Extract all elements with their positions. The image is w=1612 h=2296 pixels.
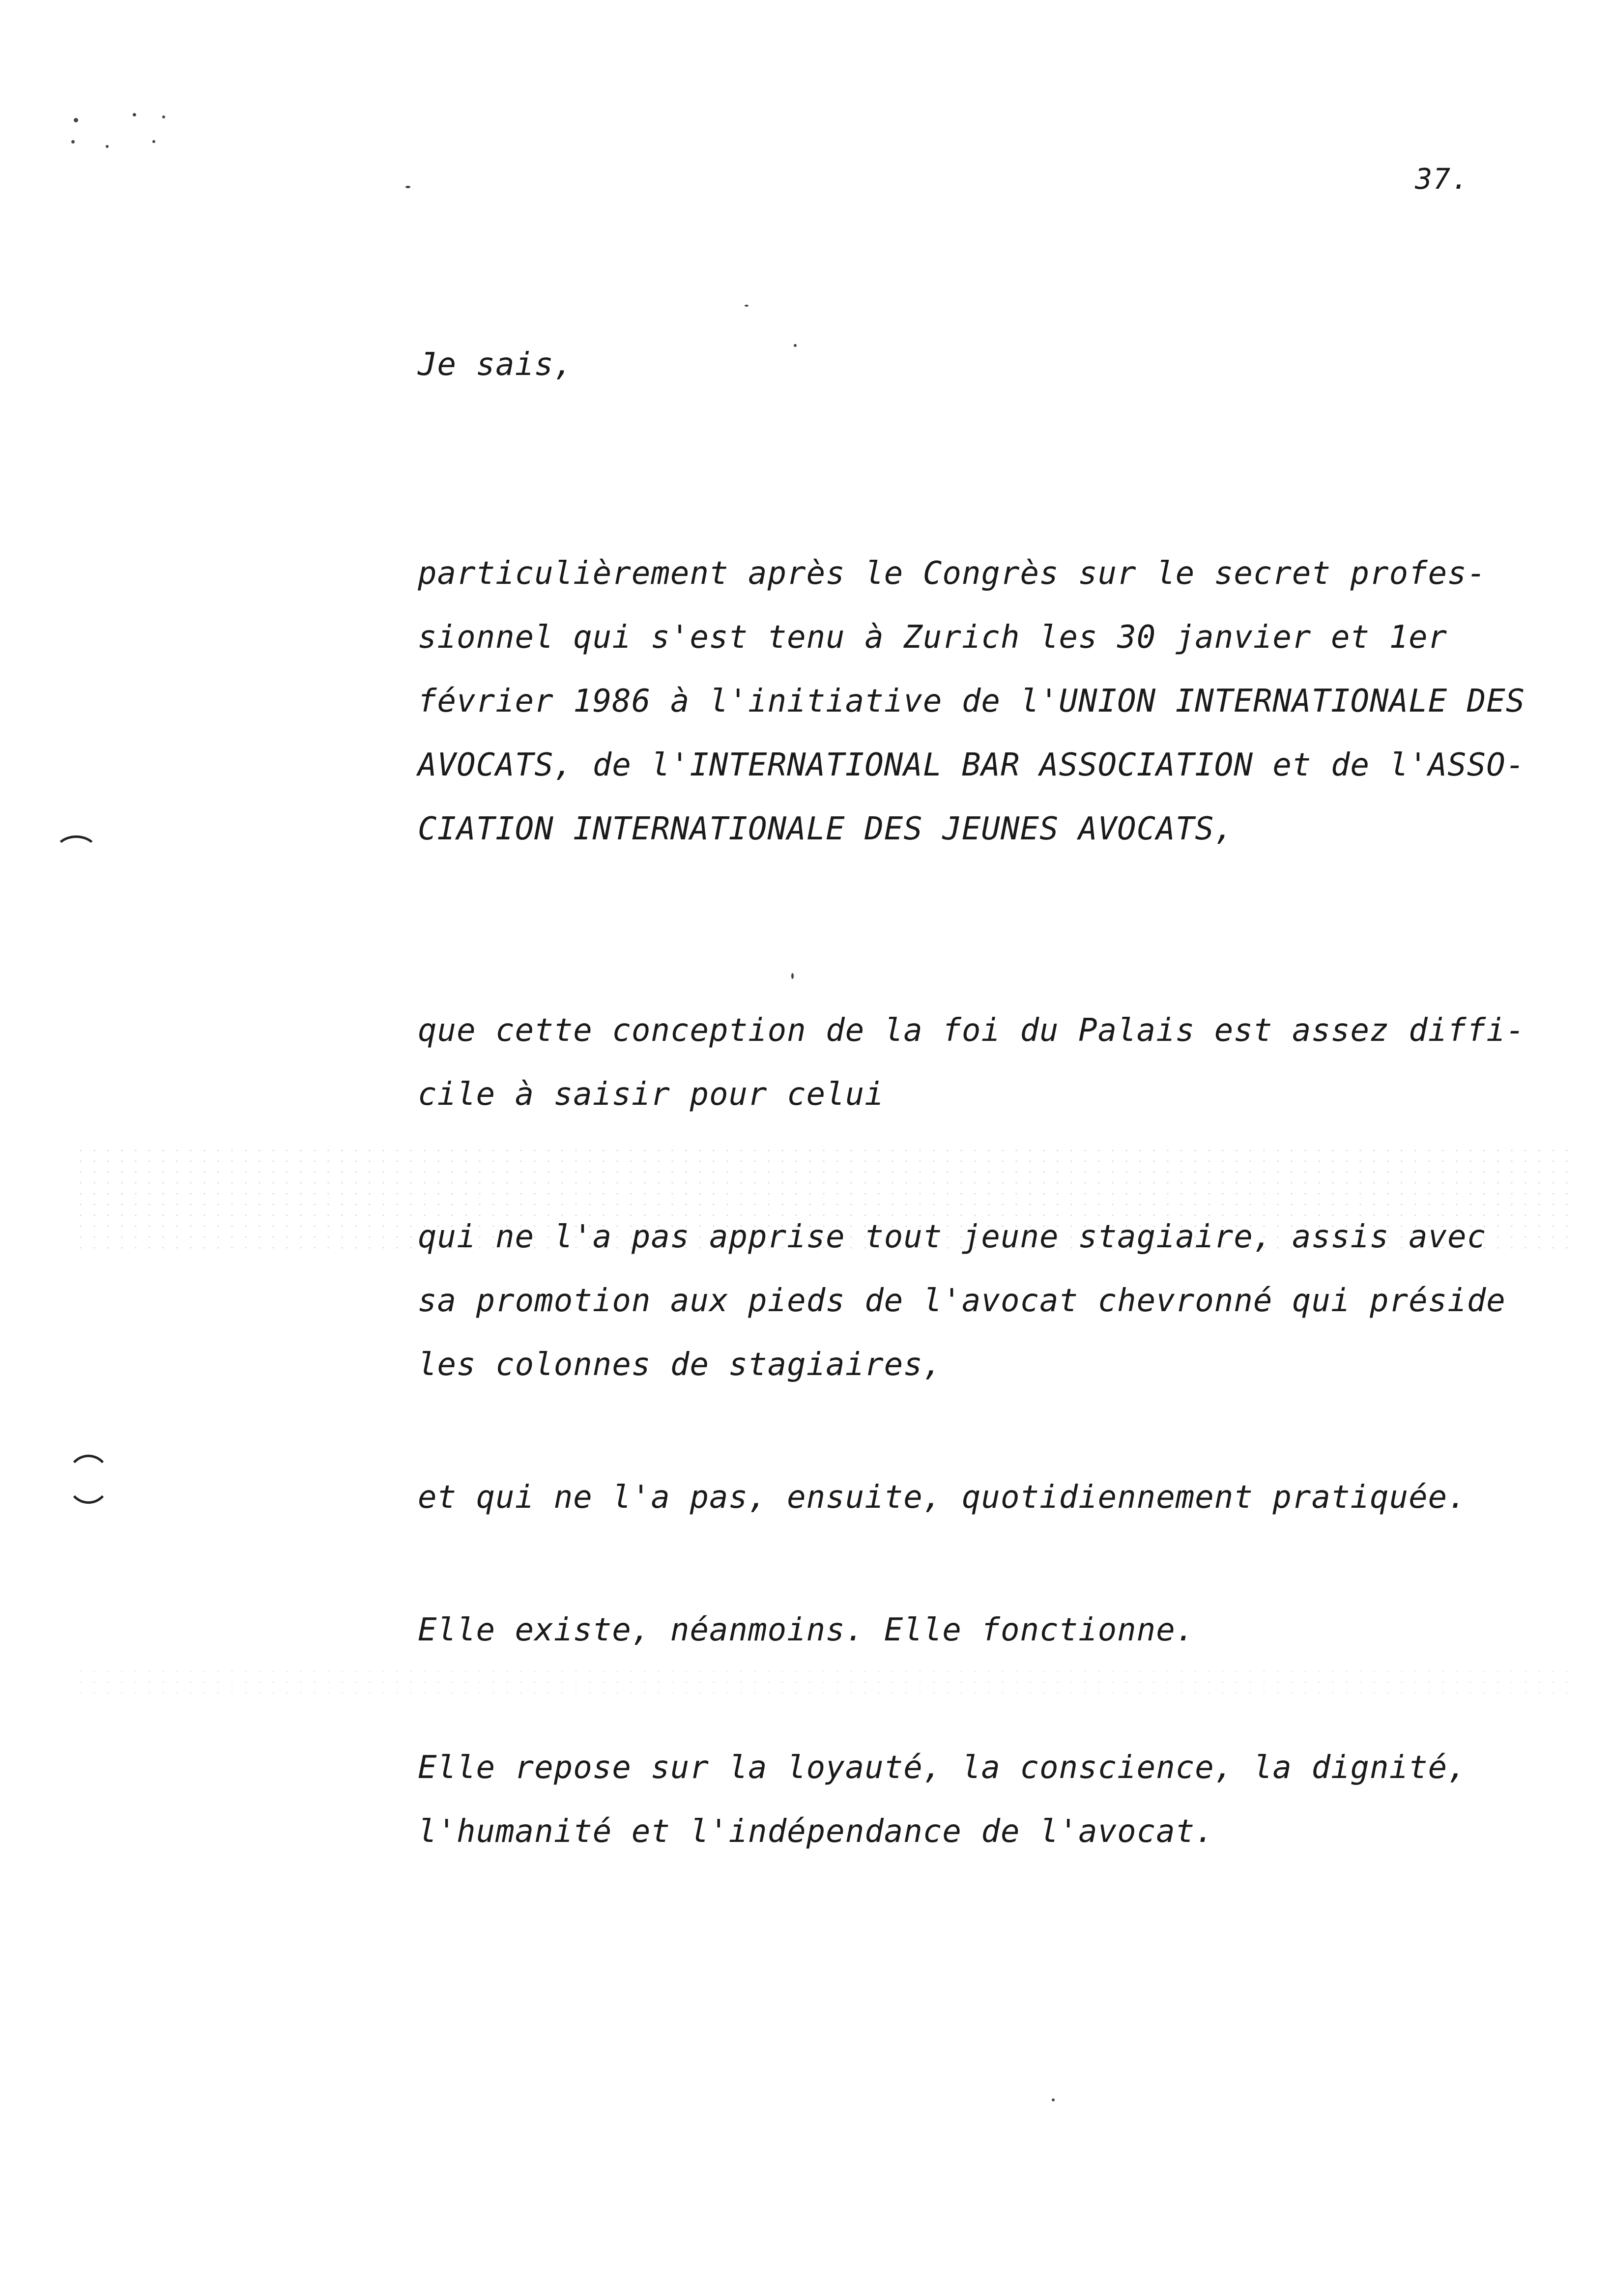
punch-hole <box>66 1455 111 1504</box>
text-line: Elle repose sur la loyauté, la conscience, la dignité, <box>418 1750 1467 1786</box>
text-line: CIATION INTERNATIONALE DES JEUNES AVOCATS, <box>418 811 1234 847</box>
text-line: Je sais, <box>418 346 574 383</box>
text-line: sionnel qui s'est tenu à Zurich les 30 janvier et 1er <box>418 619 1448 656</box>
scan-speck <box>133 113 136 116</box>
scan-speck <box>162 115 165 118</box>
text-line: sa promotion aux pieds de l'avocat chevronné qui préside <box>418 1283 1506 1319</box>
scan-speck <box>1052 2098 1055 2101</box>
text-line: février 1986 à l'initiative de l'UNION INTERNATIONALE DES <box>418 683 1526 719</box>
text-line: et qui ne l'a pas, ensuite, quotidiennement pratiquée. <box>418 1479 1467 1516</box>
scan-speck <box>106 145 109 148</box>
scan-speck <box>405 186 410 188</box>
page-number: 37. <box>1415 162 1469 196</box>
text-line: cile à saisir pour celui <box>418 1076 884 1113</box>
text-line: l'humanité et l'indépendance de l'avocat. <box>418 1813 1214 1850</box>
text-line: les colonnes de stagiaires, <box>418 1347 943 1383</box>
scan-noise <box>74 1666 1573 1695</box>
scan-speck <box>71 140 75 144</box>
scan-speck <box>152 140 155 143</box>
scan-speck <box>74 118 78 122</box>
scan-speck <box>745 305 748 307</box>
text-line: Elle existe, néanmoins. Elle fonctionne. <box>418 1612 1195 1648</box>
text-line: que cette conception de la foi du Palais est assez diffi- <box>418 1012 1526 1049</box>
scan-speck <box>791 973 794 979</box>
text-line: particulièrement après le Congrès sur le secret profes- <box>418 555 1487 592</box>
scan-speck <box>794 344 797 347</box>
text-line: AVOCATS, de l'INTERNATIONAL BAR ASSOCIATION et de l'ASSO- <box>418 747 1526 783</box>
text-line: qui ne l'a pas apprise tout jeune stagiaire, assis avec <box>418 1219 1487 1255</box>
punch-hole <box>54 835 98 870</box>
